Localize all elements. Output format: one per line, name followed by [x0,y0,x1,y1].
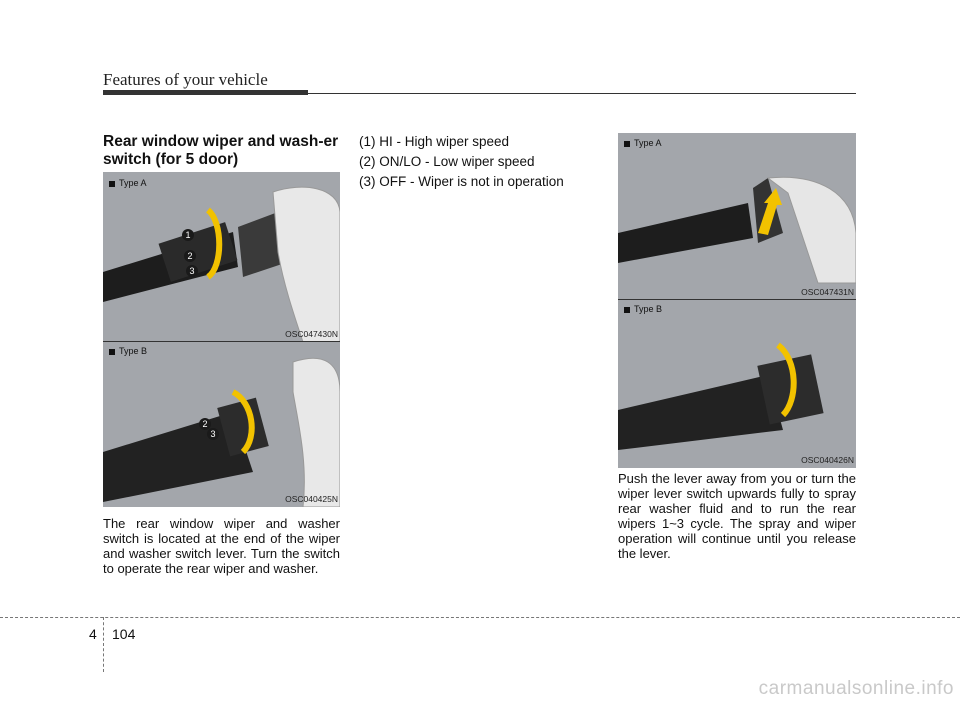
type-label: Type A [624,138,662,148]
header-rule-thin [308,93,856,94]
callout-3: 3 [186,265,198,277]
figure-type-b-left [103,342,340,507]
figure-code: OSC040426N [801,455,854,465]
page-number: 104 [112,626,136,642]
position-item: (1) HI - High wiper speed [359,134,510,149]
callout-2: 2 [199,418,211,430]
callout-1: 1 [182,229,194,241]
wiper-lever-illustration [103,342,340,507]
type-label: Type B [624,304,662,314]
footer-rule [0,617,960,618]
position-list [359,132,564,192]
position-item: (3) OFF - Wiper is not in operation [359,174,564,189]
header-title: Features of your vehicle [103,70,268,89]
chapter-number: 4 [89,626,97,642]
header-rule [103,90,308,95]
type-label: Type A [109,178,147,188]
type-label: Type B [109,346,147,356]
callout-2: 2 [184,250,196,262]
description-text: The rear window wiper and washer switch is located at the end of the wiper and washer switch lever. Turn the switch to operate the rear wiper and washer. [103,516,340,576]
footer-divider [103,617,104,672]
figure-type-a-left [103,172,340,342]
watermark: carmanualsonline.info [758,678,954,699]
figure-code: OSC040425N [285,494,338,504]
figure-type-a-right [618,133,856,300]
section-title: Rear window wiper and wash-er switch (for 5 door) [103,133,339,168]
position-item: (2) ON/LO - Low wiper speed [359,154,535,169]
instruction-text: Push the lever away from you or turn the wiper lever switch upwards fully to spray rear washer fluid and to run the rear wipers 1~3 cycle. The spray and wiper operation will continue until you release the lever. [618,471,856,561]
wiper-lever-illustration [618,133,856,300]
figure-code: OSC047431N [801,287,854,297]
wiper-lever-illustration [618,300,856,468]
callout-3: 3 [207,428,219,440]
wiper-lever-illustration [103,172,340,342]
figure-type-b-right [618,300,856,468]
figure-code: OSC047430N [285,329,338,339]
